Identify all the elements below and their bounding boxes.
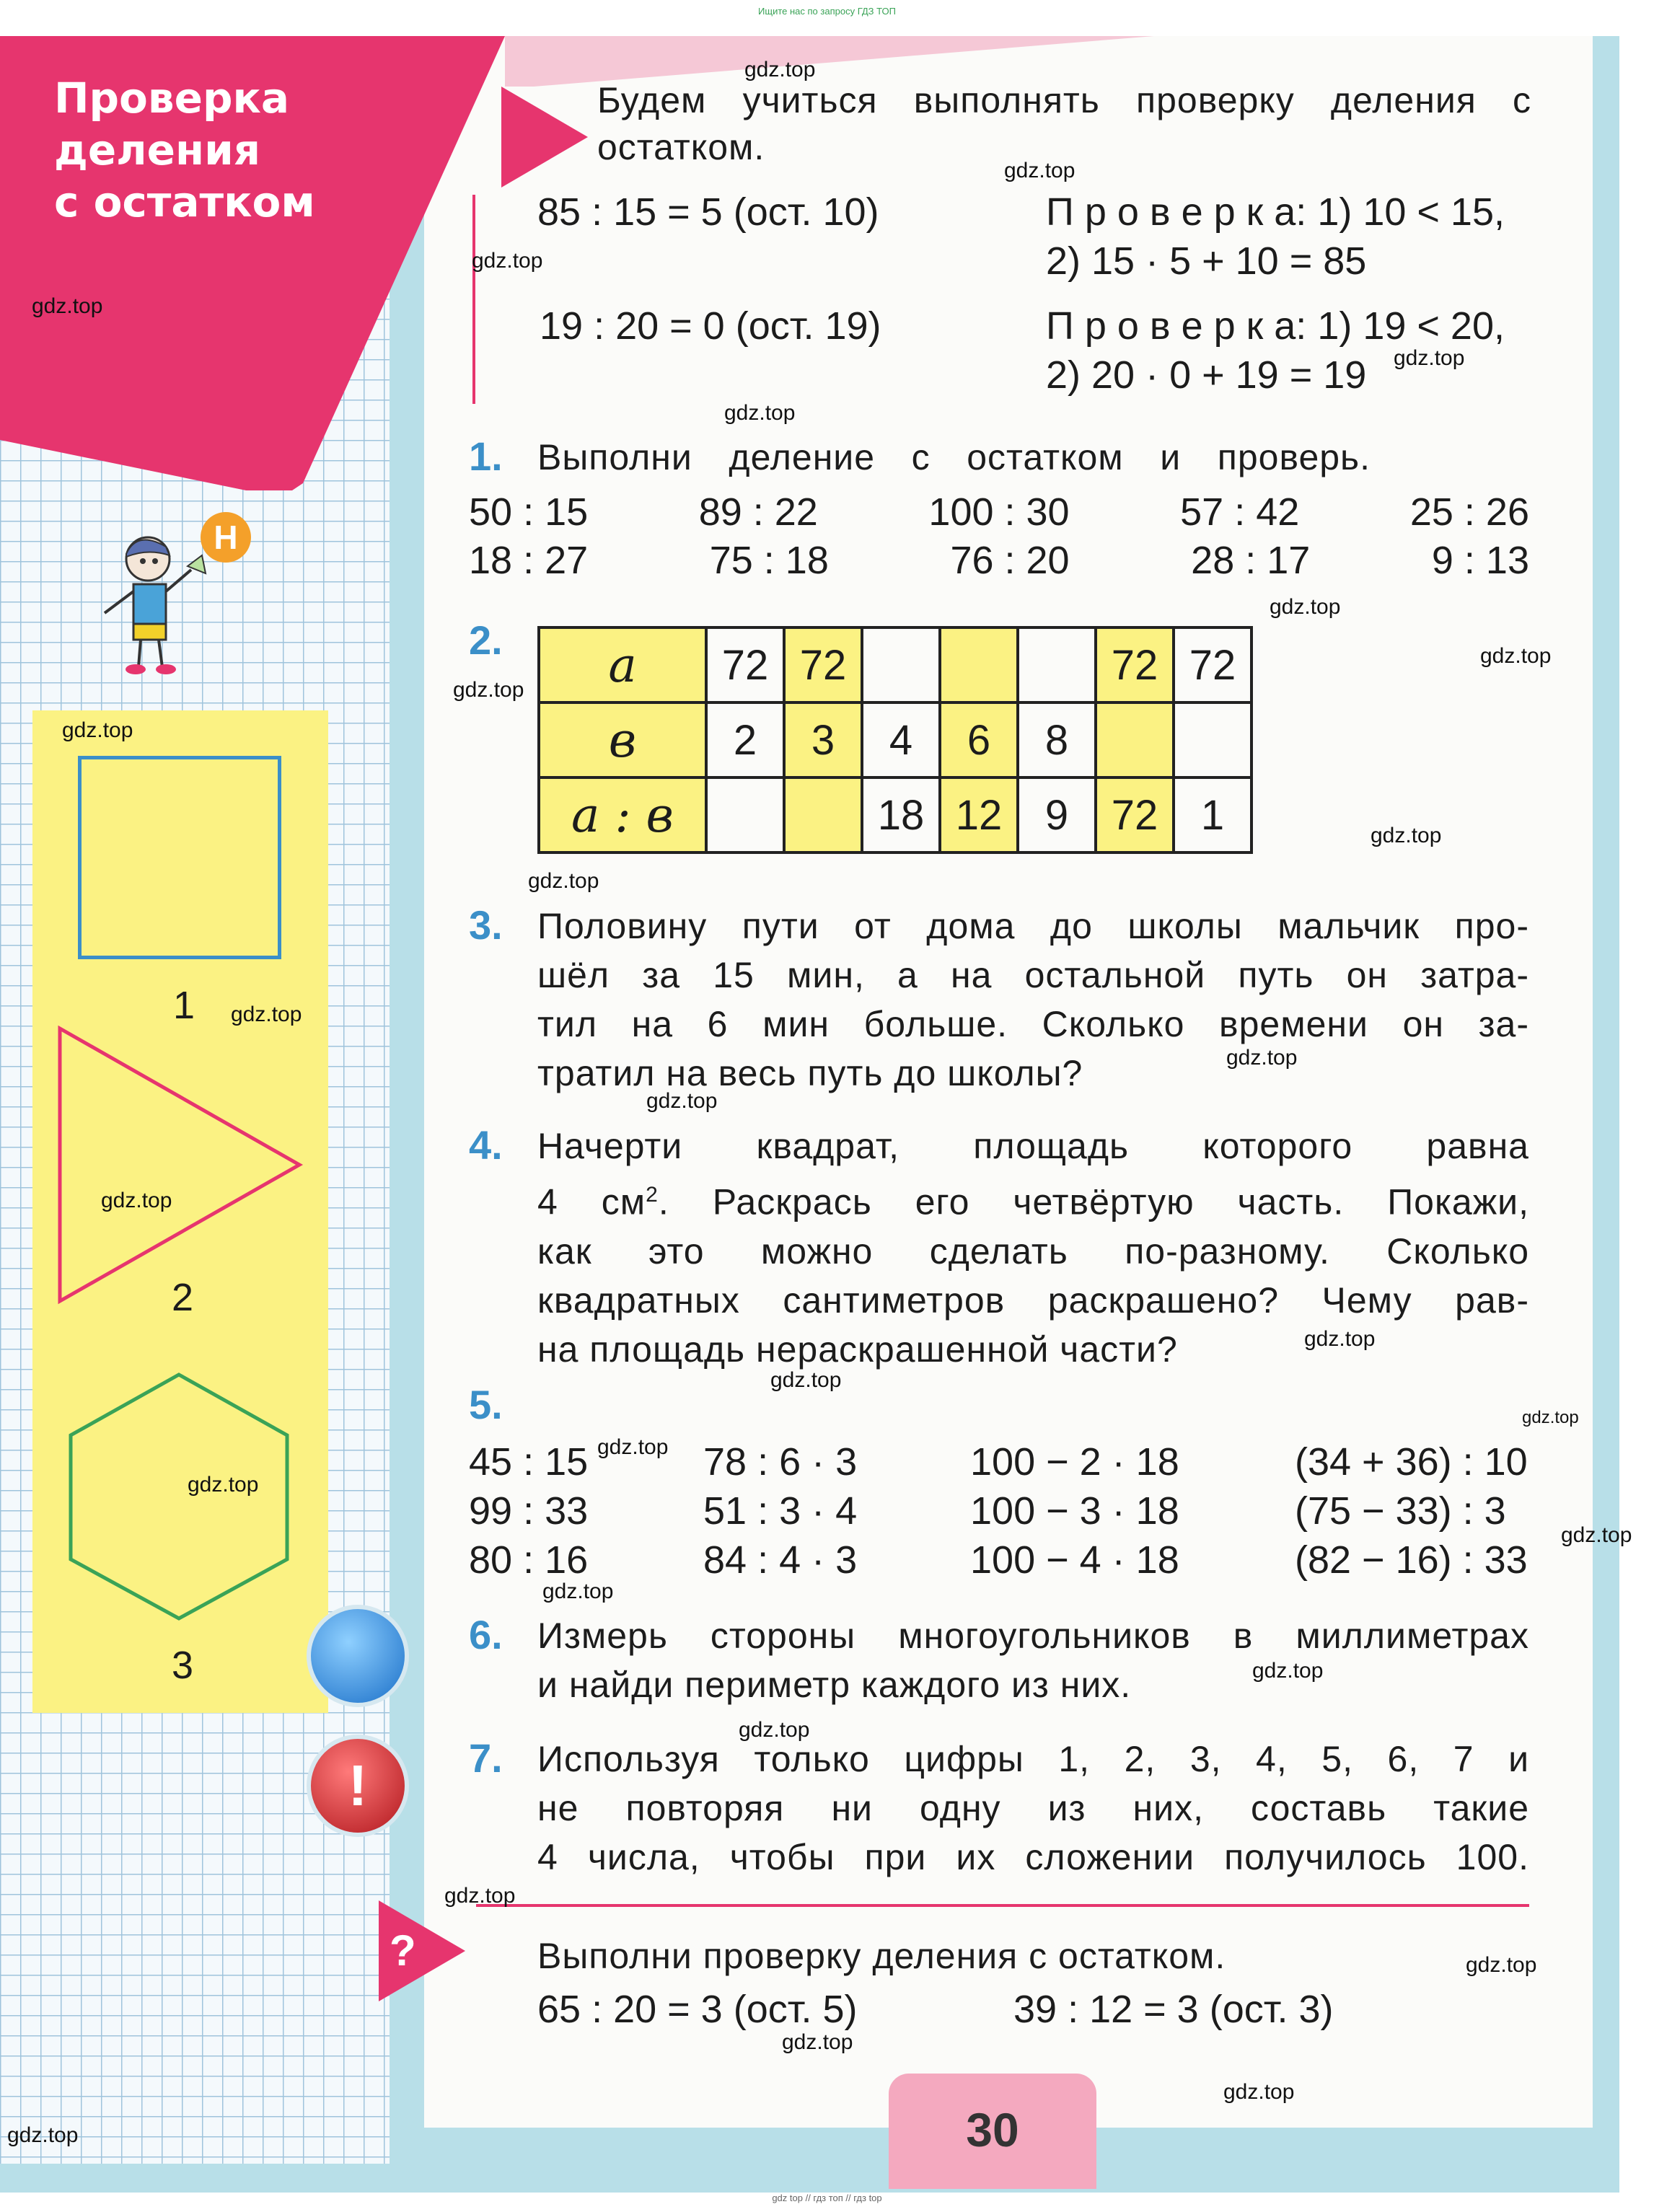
watermark: gdz.top	[1223, 2080, 1295, 2104]
division-table	[537, 626, 1253, 854]
cell: 72	[1096, 777, 1174, 852]
watermark: gdz.top	[528, 869, 599, 893]
intro-rule	[472, 195, 475, 404]
cell: 2	[706, 702, 784, 777]
example-2-equation: 19 : 20 = 0 (ост. 19)	[540, 304, 881, 348]
hint-badge: Н	[201, 512, 251, 563]
cell: 12	[940, 777, 1018, 852]
watermark: gdz.top	[1522, 1408, 1579, 1427]
task-4-number: 4.	[469, 1122, 503, 1168]
watermark: gdz.top	[1270, 595, 1341, 619]
cell	[1018, 627, 1096, 702]
watermark: gdz.top	[453, 678, 524, 702]
example-1-equation: 85 : 15 = 5 (ост. 10)	[537, 190, 879, 234]
task-5-column-2: 78 : 6 · 3 51 : 3 · 4 84 : 4 · 3	[703, 1440, 858, 1582]
watermark: gdz.top	[1466, 1953, 1537, 1977]
task-1-row-1: 50 : 15 89 : 22 100 : 30 57 : 42 25 : 26	[469, 490, 1529, 534]
watermark: gdz.top	[231, 1003, 302, 1026]
hexagon-shape	[63, 1370, 294, 1623]
cell: 72	[1096, 627, 1174, 702]
question-equation-2: 39 : 12 = 3 (ост. 3)	[1013, 1988, 1334, 2031]
task-5-number: 5.	[469, 1382, 503, 1427]
watermark: gdz.top	[32, 294, 103, 318]
watermark: gdz.top	[770, 1368, 842, 1392]
watermark: gdz.top	[444, 1884, 516, 1908]
example-1-check-1: П р о в е р к а: 1) 10 < 15,	[1046, 190, 1505, 234]
watermark: gdz.top	[1371, 824, 1442, 847]
intro-line-1: Будем учиться выполнять проверку деления с	[597, 80, 1531, 120]
cell: 1	[1174, 777, 1252, 852]
cell: 72	[784, 627, 862, 702]
task-3-text: Половину пути от дома до школы мальчик про- шёл за 15 мин, а на остальной путь он затра- тил на 6 мин больше. Сколько времени он за- тратил на весь путь до школы?	[537, 906, 1529, 1093]
task-5-column-3: 100 − 2 · 18 100 − 3 · 18 100 − 4 · 18	[970, 1440, 1179, 1582]
page-number: 30	[966, 2103, 1019, 2156]
watermark: gdz.top	[101, 1189, 172, 1212]
task-7-text: Используя только цифры 1, 2, 3, 4, 5, 6, 7 и не повторяя ни одну из них, составь такие 4 числа, чтобы при их сложении получилось 100.	[537, 1739, 1529, 1877]
example-2-check-2: 2) 20 · 0 + 19 = 19	[1046, 353, 1367, 397]
cell: 6	[940, 702, 1018, 777]
cell	[706, 777, 784, 852]
task-5-column-1: 45 : 15 99 : 33 80 : 16	[469, 1440, 589, 1582]
shape-label-2: 2	[172, 1276, 194, 1319]
watermark: gdz.top	[744, 58, 816, 81]
watermark: gdz.top	[1561, 1523, 1632, 1547]
row-label-a: a	[539, 627, 706, 702]
cell: 3	[784, 702, 862, 777]
question-equation-1: 65 : 20 = 3 (ост. 5)	[537, 1988, 858, 2031]
cell	[862, 627, 940, 702]
task-6-text: Измерь стороны многоугольников в миллиметрах и найди периметр каждого из них.	[537, 1616, 1529, 1705]
watermark: gdz.top	[597, 1435, 669, 1459]
table-row-b	[539, 702, 1252, 777]
row-label-ab: a : в	[539, 777, 706, 852]
watermark: gdz.top	[1226, 1046, 1298, 1070]
watermark: gdz.top	[1304, 1327, 1376, 1351]
watermark: gdz.top	[7, 2123, 79, 2147]
task-7-number: 7.	[469, 1735, 503, 1781]
task-6-number: 6.	[469, 1612, 503, 1657]
shape-label-1: 1	[173, 984, 195, 1027]
shape-label-3: 3	[172, 1644, 194, 1687]
square-shape	[78, 756, 281, 959]
footer-note: gdz top // гдз топ // гдз top	[772, 2193, 882, 2203]
task-1-row-2: 18 : 27 75 : 18 76 : 20 28 : 17 9 : 13	[469, 539, 1529, 582]
example-2-check-1: П р о в е р к а: 1) 19 < 20,	[1046, 304, 1505, 348]
watermark: gdz.top	[542, 1579, 614, 1603]
watermark: gdz.top	[188, 1473, 259, 1497]
cell: 72	[1174, 627, 1252, 702]
task-2-number: 2.	[469, 617, 503, 663]
row-label-b: в	[539, 702, 706, 777]
attention-icon: !	[307, 1735, 409, 1837]
cell: 72	[706, 627, 784, 702]
cell	[1096, 702, 1174, 777]
watermark: gdz.top	[62, 718, 133, 742]
header-note: Ищите нас по запросу ГДЗ ТОП	[758, 6, 896, 17]
question-separator	[476, 1904, 1529, 1907]
table-row-ab	[539, 777, 1252, 852]
cell: 4	[862, 702, 940, 777]
intro-line-2: остатком.	[597, 127, 765, 167]
watermark: gdz.top	[1480, 644, 1552, 668]
watermark: gdz.top	[739, 1718, 810, 1742]
cell	[940, 627, 1018, 702]
task-1-text: Выполни деление с остатком и проверь.	[537, 437, 1371, 477]
watermark: gdz.top	[782, 2030, 853, 2054]
cell	[784, 777, 862, 852]
example-1-check-2: 2) 15 · 5 + 10 = 85	[1046, 239, 1367, 283]
triangle-shape	[54, 1024, 307, 1305]
watermark: gdz.top	[1394, 346, 1465, 370]
cell	[1174, 702, 1252, 777]
cell: 18	[862, 777, 940, 852]
watermark: gdz.top	[724, 401, 796, 425]
watermark: gdz.top	[646, 1089, 718, 1113]
task-5-column-4: (34 + 36) : 10 (75 − 33) : 3 (82 − 16) : 33	[1295, 1440, 1528, 1582]
task-4-text: Начерти квадрат, площадь которого равна 4 $см^2$. Раскрась его четвёртую часть. Покажи, как это можно сделать по-разному. Сколько квадратных сантиметров раскрашено? Чему рав- на площадь нераскрашенной части?	[537, 1126, 1529, 1370]
watermark: gdz.top	[472, 249, 543, 273]
task-1-number: 1.	[469, 433, 503, 479]
watermark: gdz.top	[1004, 159, 1075, 182]
watermark: gdz.top	[1252, 1659, 1324, 1683]
table-row-a	[539, 627, 1252, 702]
cell: 8	[1018, 702, 1096, 777]
question-mark-icon: ?	[390, 1926, 416, 1975]
cell: 9	[1018, 777, 1096, 852]
lesson-title: Проверка деления с остатком	[54, 74, 315, 226]
task-3-number: 3.	[469, 902, 503, 948]
grid-globe-icon	[307, 1605, 409, 1707]
question-text: Выполни проверку деления с остатком.	[537, 1936, 1226, 1976]
